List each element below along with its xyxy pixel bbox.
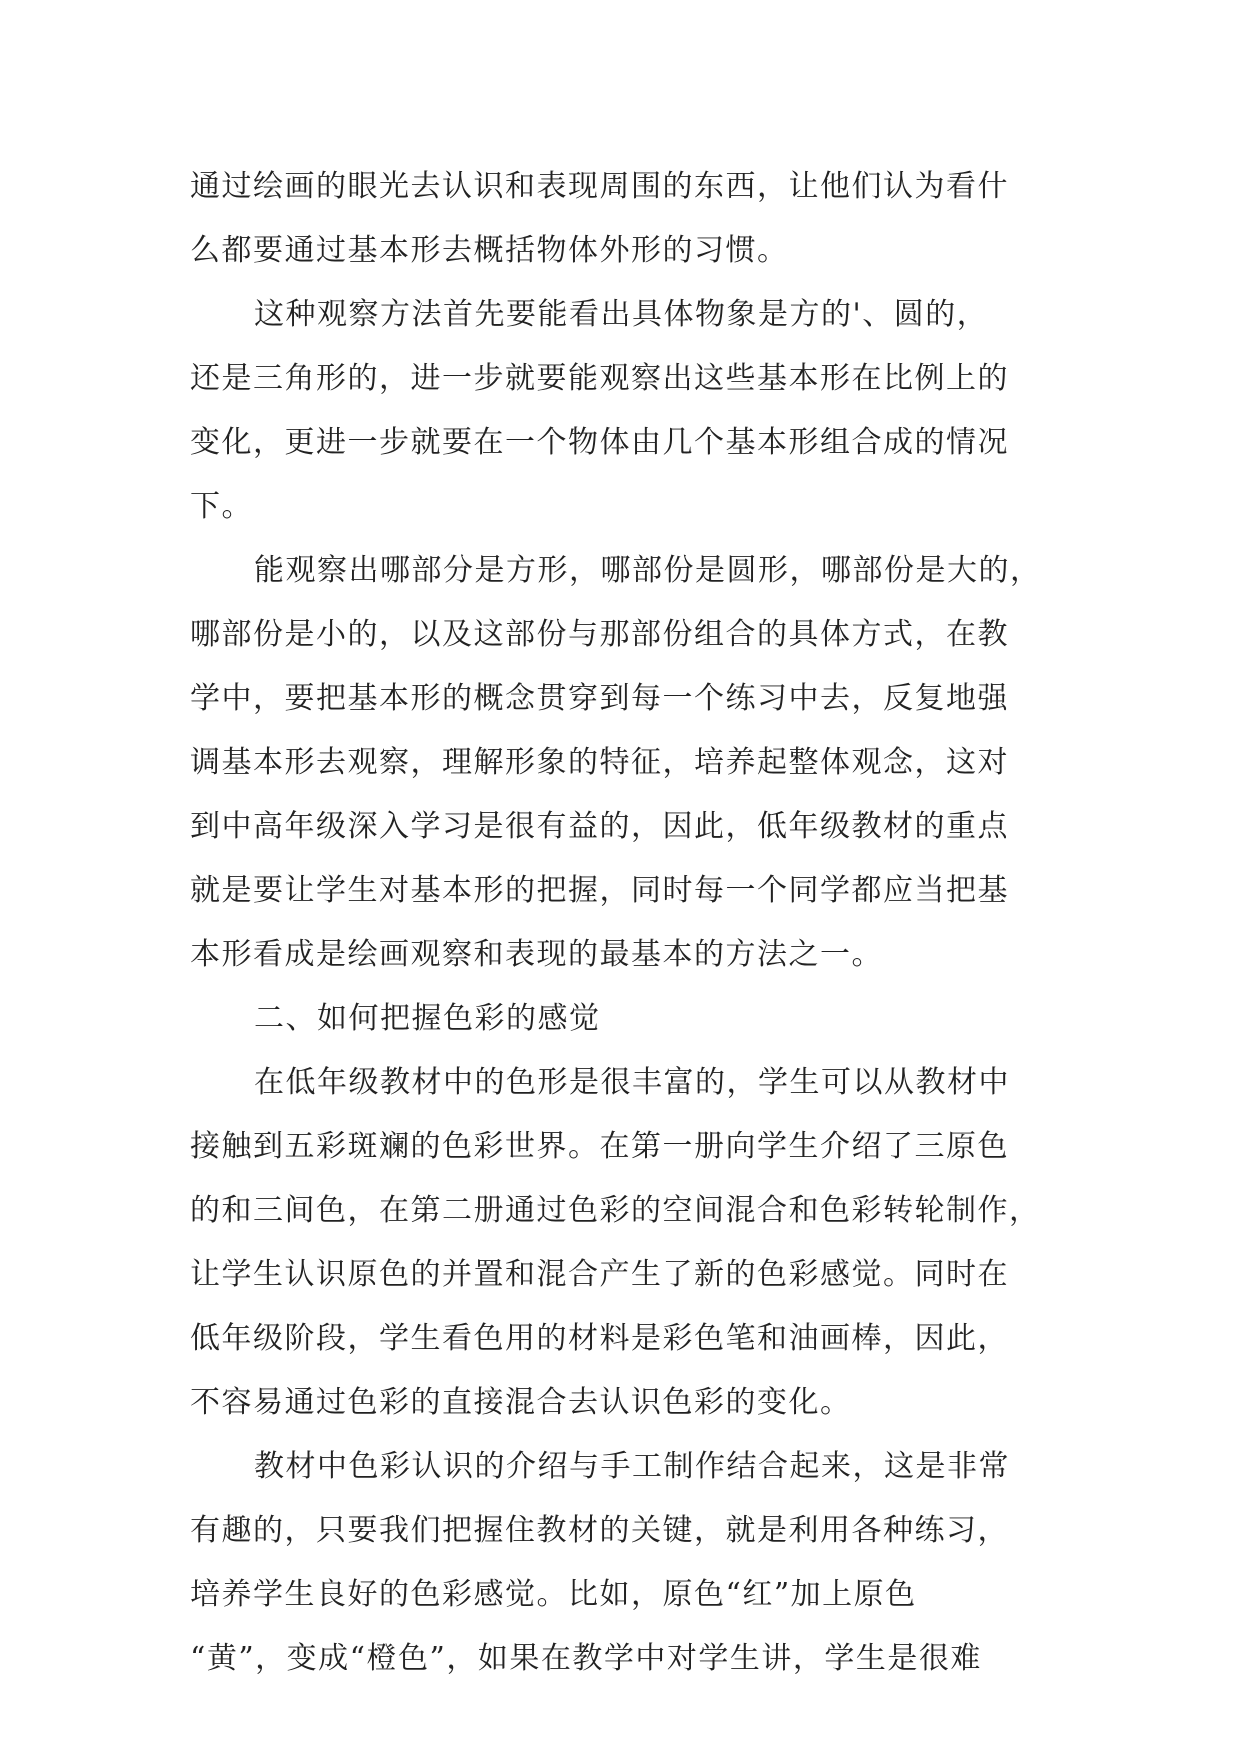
paragraph-start-line: 教材中色彩认识的介绍与手工制作结合起来，这是非常	[254, 1449, 1010, 1484]
text-line: 就是要让学生对基本形的把握，同时每一个同学都应当把基	[190, 873, 1009, 908]
text-line: 接触到五彩斑斓的色彩世界。在第一册向学生介绍了三原色	[190, 1129, 1009, 1164]
text-line: 的和三间色，在第二册通过色彩的空间混合和色彩转轮制作，	[190, 1193, 1041, 1228]
text-line: 哪部份是小的，以及这部份与那部份组合的具体方式，在教	[190, 617, 1009, 652]
paragraph-start-line: 在低年级教材中的色形是很丰富的，学生可以从教材中	[254, 1065, 1010, 1100]
text-line: 学中，要把基本形的概念贯穿到每一个练习中去，反复地强	[190, 681, 1009, 716]
paragraph-start-line: 能观察出哪部分是方形，哪部份是圆形，哪部份是大的，	[254, 553, 1042, 588]
text-line: 变化，更进一步就要在一个物体由几个基本形组合成的情况	[190, 425, 1009, 460]
text-line: 通过绘画的眼光去认识和表现周围的东西，让他们认为看什	[190, 169, 1009, 204]
text-line: 还是三角形的，进一步就要能观察出这些基本形在比例上的	[190, 361, 1009, 396]
text-line: 培养学生良好的色彩感觉。比如，原色“红”加上原色	[190, 1577, 917, 1612]
paragraph-start-line: 这种观察方法首先要能看出具体物象是方的'、圆的，	[254, 297, 989, 332]
text-line: 不容易通过色彩的直接混合去认识色彩的变化。	[190, 1385, 852, 1420]
text-line: 调基本形去观察，理解形象的特征，培养起整体观念，这对	[190, 745, 1009, 780]
text-line: 让学生认识原色的并置和混合产生了新的色彩感觉。同时在	[190, 1257, 1009, 1292]
text-line: 么都要通过基本形去概括物体外形的习惯。	[190, 233, 789, 268]
section-heading: 二、如何把握色彩的感觉	[254, 1001, 601, 1036]
text-line: 低年级阶段，学生看色用的材料是彩色笔和油画棒，因此，	[190, 1321, 1009, 1356]
text-line: 本形看成是绘画观察和表现的最基本的方法之一。	[190, 937, 883, 972]
text-line: “黄”，变成“橙色”，如果在教学中对学生讲，学生是很难	[190, 1641, 982, 1676]
text-line: 有趣的，只要我们把握住教材的关键，就是利用各种练习，	[190, 1513, 1009, 1548]
text-line: 到中高年级深入学习是很有益的，因此，低年级教材的重点	[190, 809, 1009, 844]
text-line: 下。	[190, 489, 253, 524]
body-text	[190, 155, 1060, 1691]
